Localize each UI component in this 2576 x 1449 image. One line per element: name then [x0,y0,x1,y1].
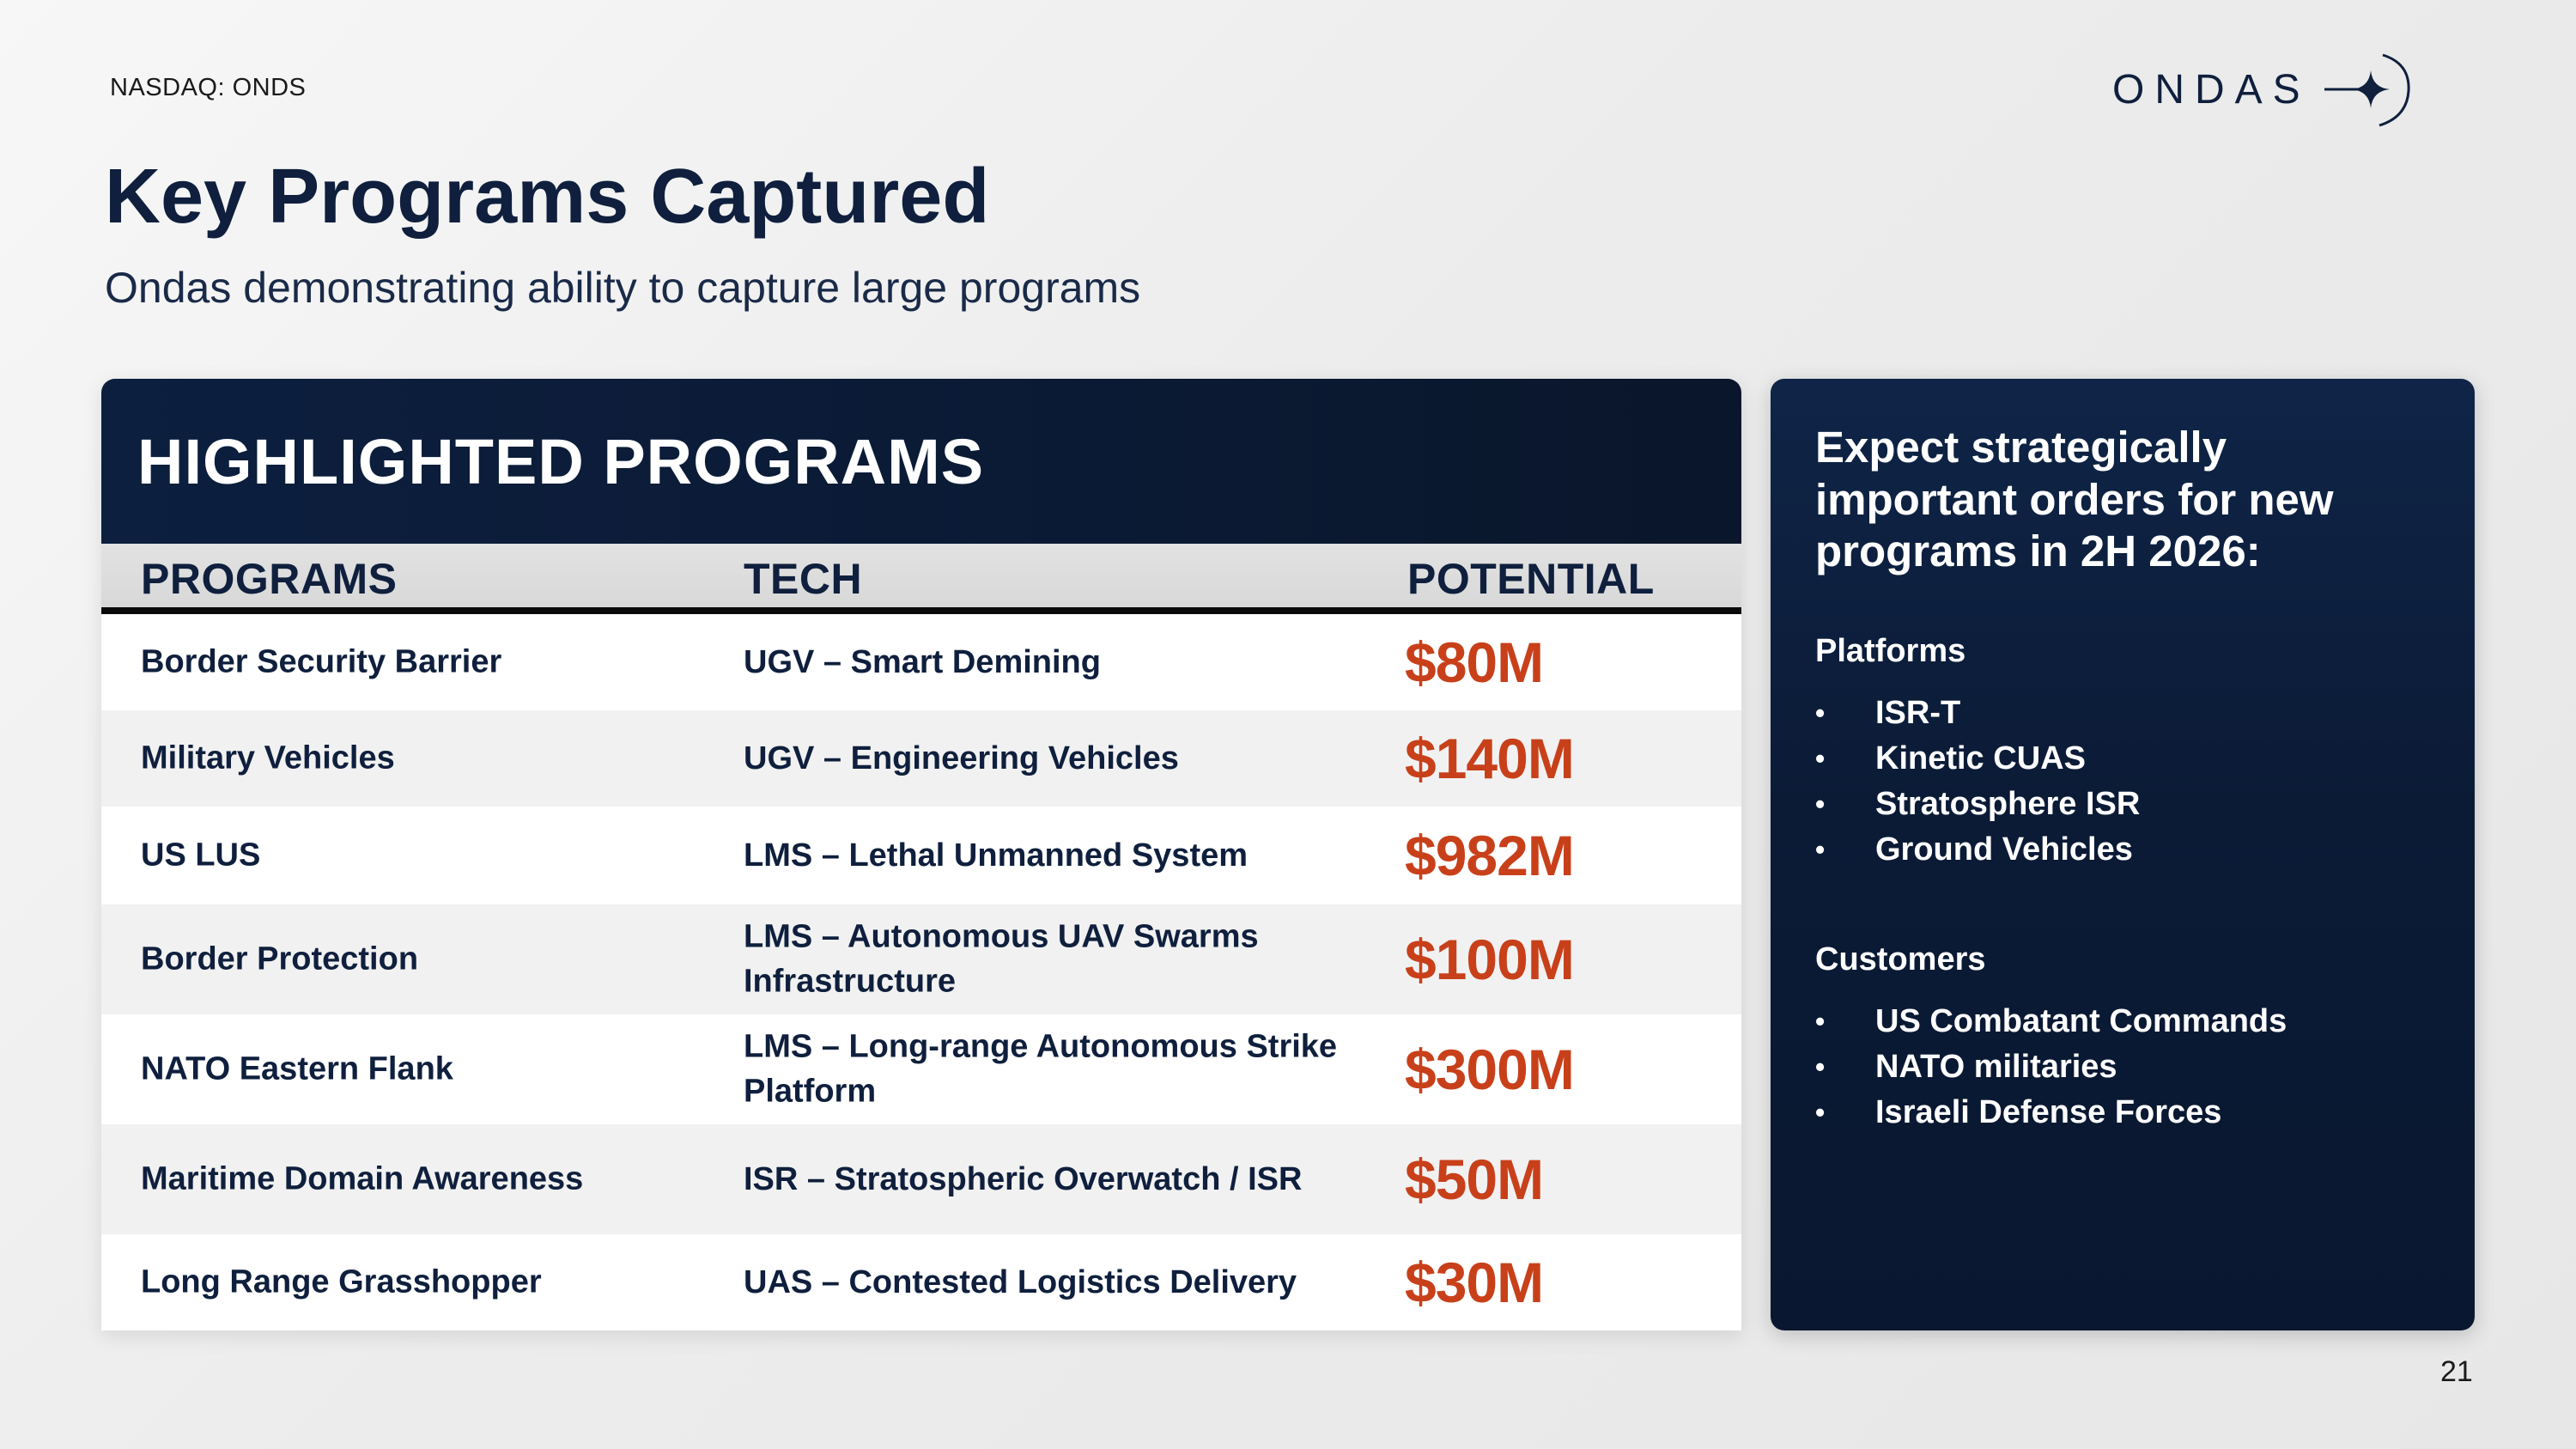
program-tech: LMS – Lethal Unmanned System [744,837,1249,874]
program-tech: LMS – Long-range Autonomous Strike Platform [744,1028,1338,1110]
ondas-logo [2112,48,2482,131]
program-tech: UAS – Contested Logistics Delivery [744,1263,1297,1300]
program-name: Maritime Domain Awareness [141,1160,584,1197]
bullet: • [1815,1006,1826,1038]
program-potential: $30M [1405,1251,1544,1314]
page-subtitle: Ondas demonstrating ability to capture large programs [105,264,1141,312]
program-tech: UGV – Smart Demining [744,643,1101,680]
customers-label: Customers [1815,941,1986,978]
program-potential: $300M [1405,1038,1574,1101]
platform-name: Stratosphere ISR [1875,786,2141,823]
table-row [101,710,1741,807]
list-item [1815,1044,2430,1090]
customer-name: NATO militaries [1875,1049,2117,1086]
bullet: • [1815,834,1826,866]
bullet: • [1815,743,1826,775]
customer-name: Israeli Defense Forces [1875,1094,2222,1131]
program-name: US LUS [141,837,261,874]
table-row [101,1124,1741,1234]
platform-name: ISR-T [1875,695,1961,732]
table-banner [101,379,1741,544]
platforms-label: Platforms [1815,633,1966,670]
list-item [1815,782,2430,827]
program-potential: $100M [1405,928,1574,991]
star-swoosh-icon [2323,48,2417,131]
bullet: • [1815,788,1826,820]
list-item [1815,999,2430,1044]
program-potential: $80M [1405,630,1544,694]
program-name: NATO Eastern Flank [141,1050,453,1087]
list-item [1815,827,2430,873]
program-potential: $982M [1405,824,1574,887]
customers-list [1815,999,2430,1135]
table-row [101,1234,1741,1330]
table-title: HIGHLIGHTED PROGRAMS [137,425,985,497]
table-row [101,904,1741,1014]
logo-wordmark: ONDAS [2112,66,2311,113]
program-name: Long Range Grasshopper [141,1263,542,1300]
platform-name: Ground Vehicles [1875,831,2133,868]
program-name: Border Security Barrier [141,643,502,680]
program-tech: ISR – Stratospheric Overwatch / ISR [744,1160,1303,1197]
program-name: Military Vehicles [141,740,395,776]
page-title: Key Programs Captured [105,154,990,240]
column-header-potential: POTENTIAL [1407,555,1655,603]
page-number: 21 [2440,1355,2473,1388]
expected-orders-panel [1771,379,2475,1330]
program-potential: $50M [1405,1148,1544,1211]
platform-name: Kinetic CUAS [1875,740,2086,777]
customer-name: US Combatant Commands [1875,1003,2287,1040]
highlighted-programs-table [101,379,1741,1330]
bullet: • [1815,1051,1826,1083]
table-row [101,614,1741,710]
list-item [1815,691,2430,736]
column-header-programs: PROGRAMS [141,555,398,603]
ticker: NASDAQ: ONDS [110,74,307,101]
bullet: • [1815,697,1826,729]
table-header-row [101,544,1741,614]
orders-heading: Expect strategically important orders for new programs in 2H 2026: [1815,423,2334,576]
table-row [101,807,1741,904]
platforms-list [1815,691,2430,873]
program-potential: $140M [1405,727,1574,790]
column-header-tech: TECH [744,555,863,603]
program-name: Border Protection [141,941,419,977]
table-row [101,1014,1741,1124]
list-item [1815,1090,2430,1135]
program-tech: UGV – Engineering Vehicles [744,740,1179,776]
bullet: • [1815,1097,1826,1129]
list-item [1815,736,2430,782]
program-tech: LMS – Autonomous UAV Swarms Infrastructure [744,918,1259,1000]
